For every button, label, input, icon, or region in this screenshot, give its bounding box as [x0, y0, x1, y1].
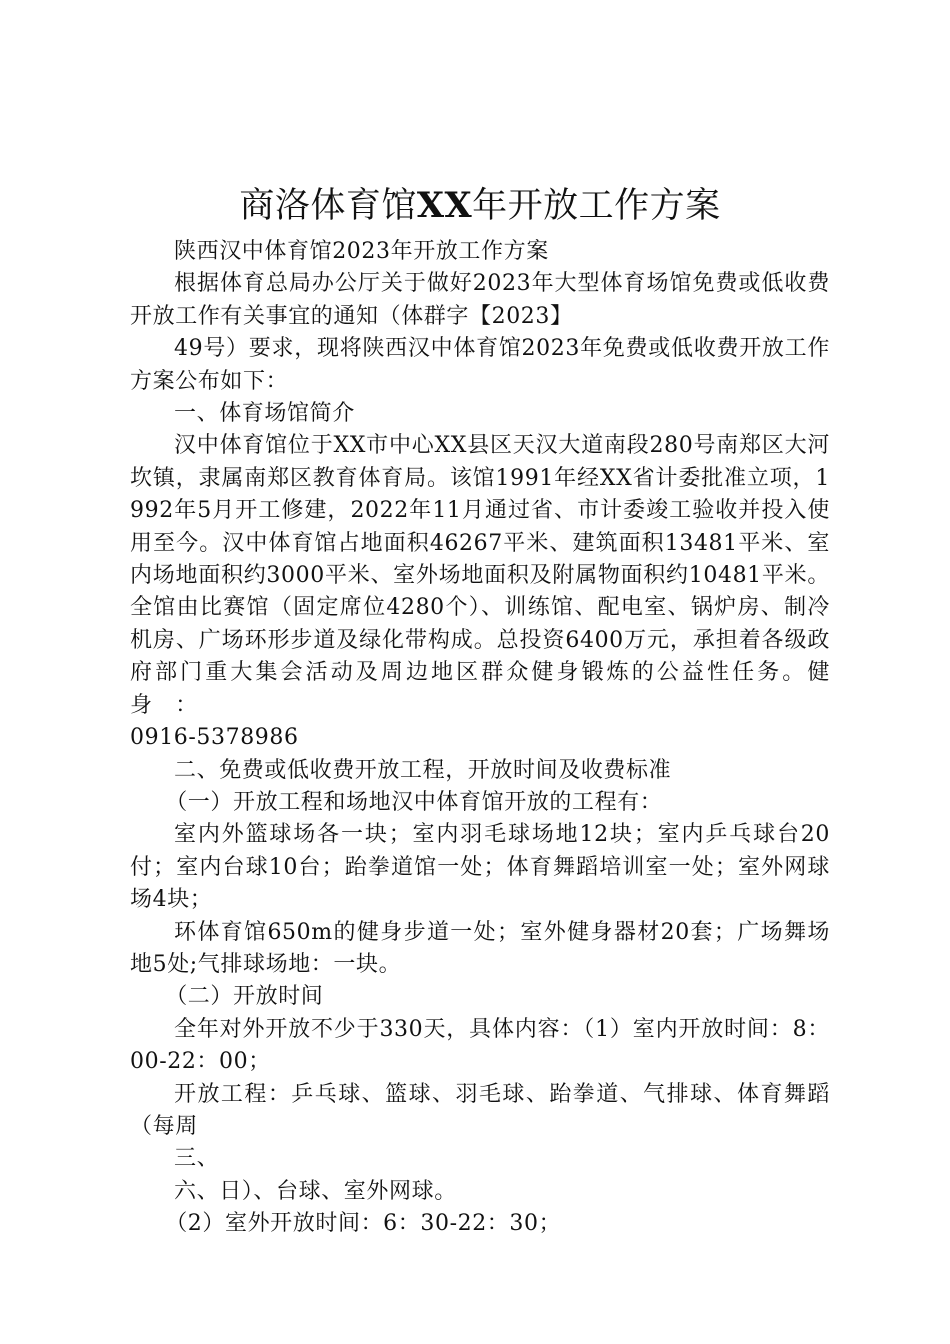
paragraph-weekday-a: 三、 — [174, 1146, 220, 1172]
subsection-heading-venues: （一）开放工程和场地汉中体育馆开放的工程有： — [165, 789, 663, 815]
document-body — [130, 236, 830, 1241]
paragraph-notice: 根据体育总局办公厅关于做好2023年大型体育场馆免费或低收费开放工作有关事宜的通知（体群字【2023】 — [130, 271, 830, 329]
paragraph-intro: 汉中体育馆位于XX市中心XX县区天汉大道南段280号南郑区大河坎镇，隶属南郑区教育体育局。该馆1991年经XX省计委批准立项，1992年5月开工修建，2022年11月通过省、市计委竣工验收并投入使用至今。汉中体育馆占地面积46267平米、建筑面积13481平米、室内场地面积约3000平米、室外场地面积及附属物面积约10481平米。全馆由比赛馆（固定席位4280个）、训练馆、配电室、锅炉房、制冷机房、广场环形步道及绿化带构成。总投资6400万元，承担着各级政府部门重大集会活动及周边地区群众健身锻炼的公益性任务。健身 ： — [130, 433, 830, 718]
paragraph-weekday-b: 六、日）、台球、室外网球。 — [174, 1178, 457, 1204]
title-prefix: 商洛体育馆 — [239, 186, 417, 226]
section-heading-projects: 二、免费或低收费开放工程，开放时间及收费标准 — [174, 757, 672, 783]
paragraph-indoor-venues: 室内外篮球场各一块；室内羽毛球场地12块；室内乒乓球台20付；室内台球10台；跆拳道馆一处；体育舞蹈培训室一处；室外网球场4块； — [130, 822, 830, 913]
title-suffix: 年开放工作方案 — [472, 186, 721, 226]
document-title — [130, 180, 830, 232]
paragraph-outdoor-hours: （2）室外开放时间：6：30-22：30； — [165, 1211, 562, 1237]
paragraph-requirement: 49号）要求，现将陕西汉中体育馆2023年免费或低收费开放工作方案公布如下： — [130, 336, 830, 394]
section-heading-intro: 一、体育场馆简介 — [174, 401, 355, 427]
paragraph-indoor-hours: 全年对外开放不少于330天，具体内容：（1）室内开放时间：8：00-22：00； — [130, 1016, 830, 1075]
paragraph-subtitle: 陕西汉中体育馆2023年开放工作方案 — [174, 239, 549, 264]
subsection-heading-hours: （二）开放时间 — [165, 984, 324, 1010]
title-bold: XX — [416, 185, 473, 226]
document-page — [130, 180, 830, 1241]
paragraph-phone: 0916-5378986 — [130, 725, 299, 751]
paragraph-outdoor-venues: 环体育馆650m的健身步道一处；室外健身器材20套；广场舞场地5处;气排球场地：一块。 — [130, 919, 830, 977]
paragraph-projects-list: 开放工程：乒乓球、篮球、羽毛球、跆拳道、气排球、体育舞蹈（每周 — [130, 1081, 830, 1139]
